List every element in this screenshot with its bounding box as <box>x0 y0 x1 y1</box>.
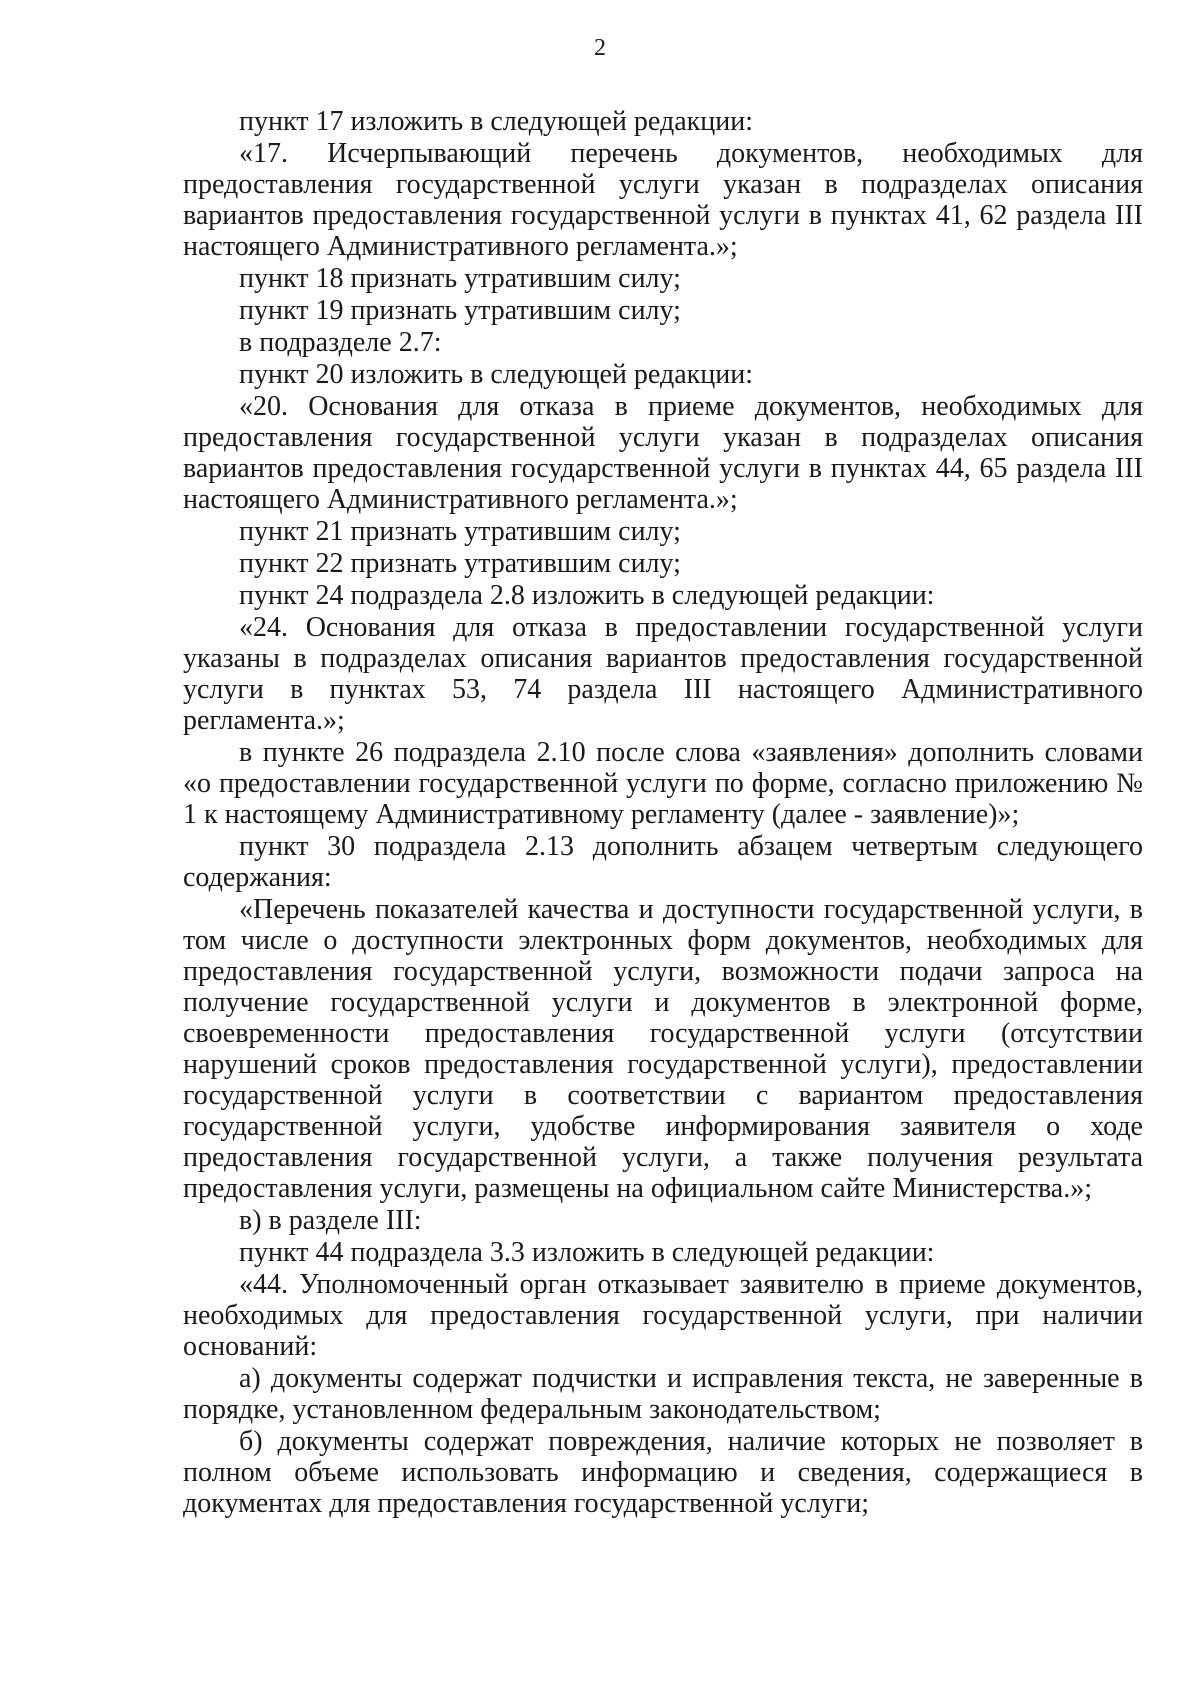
paragraph: а) документы содержат подчистки и исправления текста, не заверенные в порядке, установленном федеральным законодательством; <box>183 1363 1143 1425</box>
paragraph: пункт 21 признать утратившим силу; <box>239 516 681 547</box>
paragraph: «17. Исчерпывающий перечень документов, необходимых для предоставления государственной услуги указан в подразделах описания вариантов предоставления государственной услуги в пунктах 41, 62 раздела III настоящего Административного регламента.»; <box>183 138 1143 262</box>
paragraph: пункт 20 изложить в следующей редакции: <box>239 359 753 390</box>
paragraph: «44. Уполномоченный орган отказывает заявителю в приеме документов, необходимых для предоставления государственной услуги, при наличии оснований: <box>183 1269 1143 1362</box>
paragraph: пункт 24 подраздела 2.8 изложить в следующей редакции: <box>239 580 935 611</box>
page-number: 2 <box>594 35 606 61</box>
paragraph: пункт 17 изложить в следующей редакции: <box>239 106 753 137</box>
document-body <box>183 106 1143 1519</box>
paragraph: в) в разделе III: <box>239 1205 422 1236</box>
paragraph: б) документы содержат повреждения, наличие которых не позволяет в полном объеме использовать информацию и сведения, содержащиеся в документах для предоставления государственной услуги; <box>183 1426 1143 1519</box>
paragraph: в пункте 26 подраздела 2.10 после слова «заявления» дополнить словами «о предоставлении государственной услуги по форме, согласно приложению № 1 к настоящему Административному регламенту (далее - заявление)»; <box>183 737 1143 830</box>
paragraph: «24. Основания для отказа в предоставлении государственной услуги указаны в подразделах описания вариантов предоставления государственной услуги в пунктах 53, 74 раздела III настоящего Административного регламента.»; <box>183 612 1143 736</box>
paragraph: в подразделе 2.7: <box>239 327 442 358</box>
paragraph: пункт 19 признать утратившим силу; <box>239 295 681 326</box>
paragraph: пункт 30 подраздела 2.13 дополнить абзацем четвертым следующего содержания: <box>183 831 1143 893</box>
paragraph: пункт 22 признать утратившим силу; <box>239 548 681 579</box>
paragraph: «20. Основания для отказа в приеме документов, необходимых для предоставления государственной услуги указан в подразделах описания вариантов предоставления государственной услуги в пунктах 44, 65 раздела III настоящего Административного регламента.»; <box>183 391 1143 515</box>
paragraph: пункт 18 признать утратившим силу; <box>239 263 681 294</box>
paragraph: «Перечень показателей качества и доступности государственной услуги, в том числе о доступности электронных форм документов, необходимых для предоставления государственной услуги, возможности подачи запроса на получение государственной услуги и документов в электронной форме, своевременности предоставления государственной услуги (отсутствии нарушений сроков предоставления государственной услуги), предоставлении государственной услуги в соответствии с вариантом предоставления государственной услуги, удобстве информирования заявителя о ходе предоставления государственной услуги, а также получения результата предоставления услуги, размещены на официальном сайте Министерства.»; <box>183 894 1143 1204</box>
paragraph: пункт 44 подраздела 3.3 изложить в следующей редакции: <box>239 1237 935 1268</box>
